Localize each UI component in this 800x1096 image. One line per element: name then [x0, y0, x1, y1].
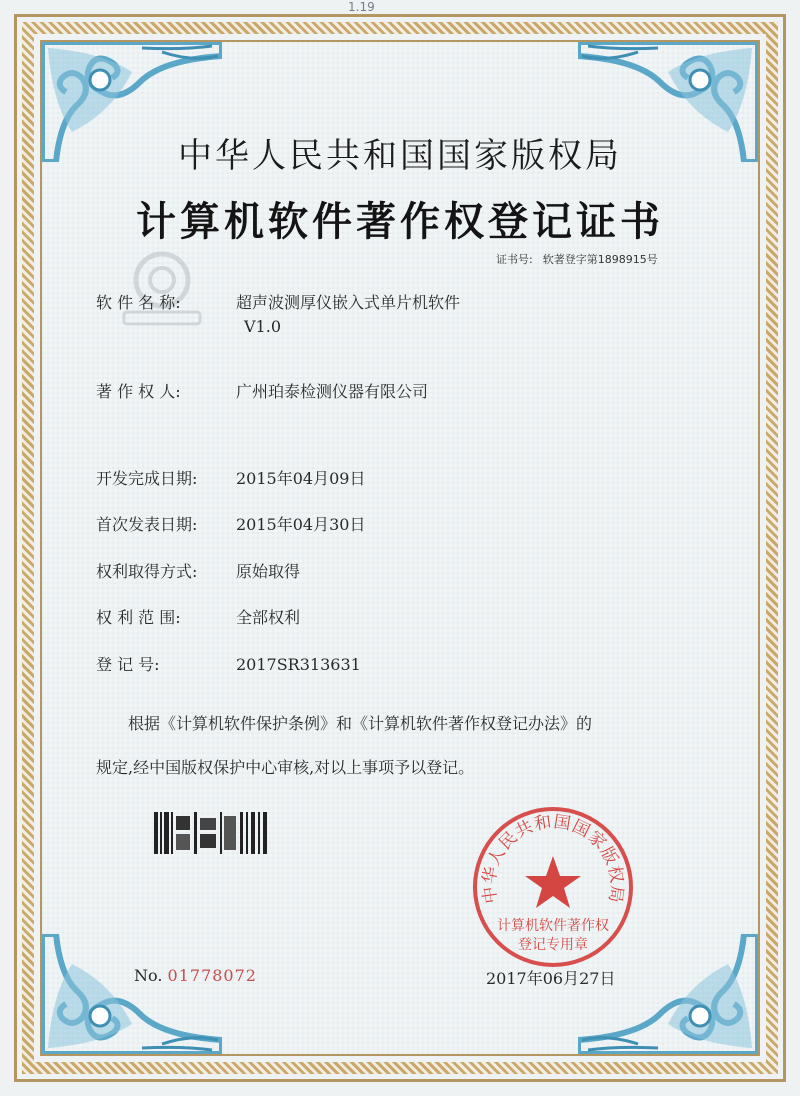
- copyright-owner-row: [96, 379, 428, 402]
- serial-number-value: 01778072: [167, 966, 257, 985]
- handwritten-mark: 1.19: [348, 0, 375, 14]
- statement-line-2: 规定,经中国版权保护中心审核,对以上事项予以登记。: [96, 758, 475, 777]
- completion-date-row: [96, 466, 365, 489]
- certificate-number-value: 软著登字第1898915号: [542, 253, 658, 266]
- field-label: 首次发表日期:: [96, 515, 198, 534]
- registration-number-row: [96, 652, 361, 675]
- copyright-owner-value: 广州珀泰检测仪器有限公司: [236, 382, 429, 401]
- certificate-title: 计算机软件著作权登记证书: [136, 199, 664, 245]
- acquisition-method-row: [96, 559, 300, 582]
- rights-scope-row: [96, 605, 300, 628]
- registration-number-value: 2017SR313631: [236, 655, 361, 674]
- field-label: 权利取得方式:: [96, 562, 198, 581]
- certificate-number-label: 证书号:: [496, 253, 533, 266]
- serial-prefix: No.: [134, 966, 163, 985]
- acquisition-method-value: 原始取得: [236, 562, 301, 581]
- cpcc-watermark-icon: [118, 248, 206, 328]
- seal-ring-text: 中华人民共和国国家版权局: [479, 812, 627, 905]
- software-name-row: [96, 290, 460, 313]
- software-version: V1.0: [244, 317, 281, 336]
- certificate-number: [496, 251, 668, 267]
- barcode-icon: [154, 812, 268, 854]
- first-publication-date-row: [96, 512, 365, 535]
- issue-date: 2017年06月27日: [486, 969, 616, 988]
- field-label: 软 件 名 称:: [96, 293, 181, 312]
- seal-inner-line-2: 登记专用章: [518, 937, 588, 953]
- issuer-title: 中华人民共和国国家版权局: [178, 136, 622, 176]
- statement-paragraph: [96, 702, 716, 790]
- statement-line-1: 根据《计算机软件保护条例》和《计算机软件著作权登记办法》的: [128, 714, 593, 733]
- completion-date-value: 2015年04月09日: [236, 469, 366, 488]
- field-label: 权 利 范 围:: [96, 608, 181, 627]
- rights-scope-value: 全部权利: [236, 608, 301, 627]
- software-name-value: 超声波测厚仪嵌入式单片机软件: [236, 293, 461, 312]
- field-label: 登 记 号:: [96, 655, 160, 674]
- seal-inner-line-1: 计算机软件著作权: [497, 918, 609, 934]
- serial-number: [134, 966, 257, 985]
- official-seal-icon: [470, 804, 636, 970]
- field-label: 著 作 权 人:: [96, 382, 181, 401]
- corner-ornament-icon: [42, 934, 222, 1054]
- first-publication-date-value: 2015年04月30日: [236, 515, 366, 534]
- field-label: 开发完成日期:: [96, 469, 198, 488]
